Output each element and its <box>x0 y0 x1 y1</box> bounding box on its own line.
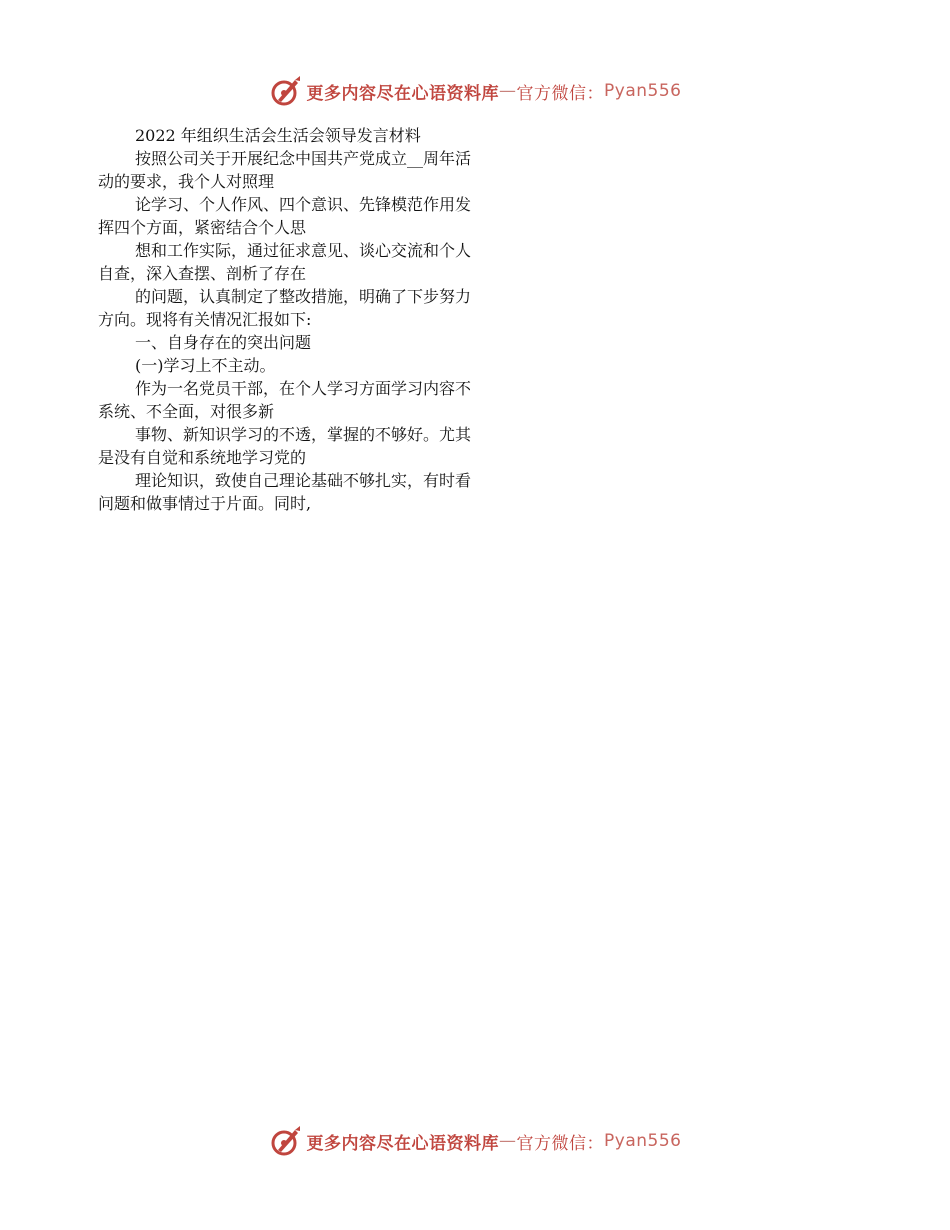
watermark-wechat-id: Pyan556 <box>604 1131 682 1151</box>
subsection-heading: (一)学习上不主动。 <box>135 356 276 375</box>
watermark-sub-text: 官方微信 <box>516 83 587 104</box>
section-heading: 一、自身存在的突出问题 <box>135 333 312 352</box>
watermark-separator: ： <box>586 1133 605 1154</box>
text-line: 挥四个方面，紧密结合个人思 <box>98 218 307 237</box>
text-line: 动的要求，我个人对照理 <box>98 172 275 191</box>
text-line: 自查，深入查摆、剖析了存在 <box>98 264 307 283</box>
text-line: 问题和做事情过于片面。同时, <box>98 494 312 513</box>
text-line: 的问题，认真制定了整改措施，明确了下步努力 <box>135 287 472 306</box>
quill-pen-logo-icon <box>269 74 303 108</box>
watermark-header <box>0 74 950 108</box>
watermark-dash: — <box>499 1131 517 1151</box>
quill-pen-logo-icon <box>269 1124 303 1158</box>
watermark-sub-text: 官方微信 <box>516 1133 587 1154</box>
text-line: 事物、新知识学习的不透，掌握的不够好。尤其 <box>135 425 472 444</box>
text-line: 按照公司关于开展纪念中国共产党成立__周年活 <box>135 149 472 168</box>
text-line: 是没有自觉和系统地学习党的 <box>98 448 307 467</box>
watermark-dash: — <box>499 81 517 101</box>
watermark-main-text: 更多内容尽在心语资料库 <box>306 1133 500 1154</box>
watermark-wechat-id: Pyan556 <box>604 81 682 101</box>
watermark-main-text: 更多内容尽在心语资料库 <box>306 83 500 104</box>
watermark-separator: ： <box>586 83 605 104</box>
text-line: 论学习、个人作风、四个意识、先锋模范作用发 <box>135 195 472 214</box>
text-line: 系统、不全面，对很多新 <box>98 402 275 421</box>
text-line: 作为一名党员干部，在个人学习方面学习内容不 <box>135 379 472 398</box>
watermark-footer <box>0 1124 950 1158</box>
text-line: 方向。现将有关情况汇报如下: <box>98 310 312 329</box>
text-line: 理论知识，致使自己理论基础不够扎实，有时看 <box>135 471 472 490</box>
document-title: 2022 年组织生活会生活会领导发言材料 <box>135 126 421 145</box>
document-body <box>98 123 858 514</box>
text-line: 想和工作实际，通过征求意见、谈心交流和个人 <box>135 241 472 260</box>
